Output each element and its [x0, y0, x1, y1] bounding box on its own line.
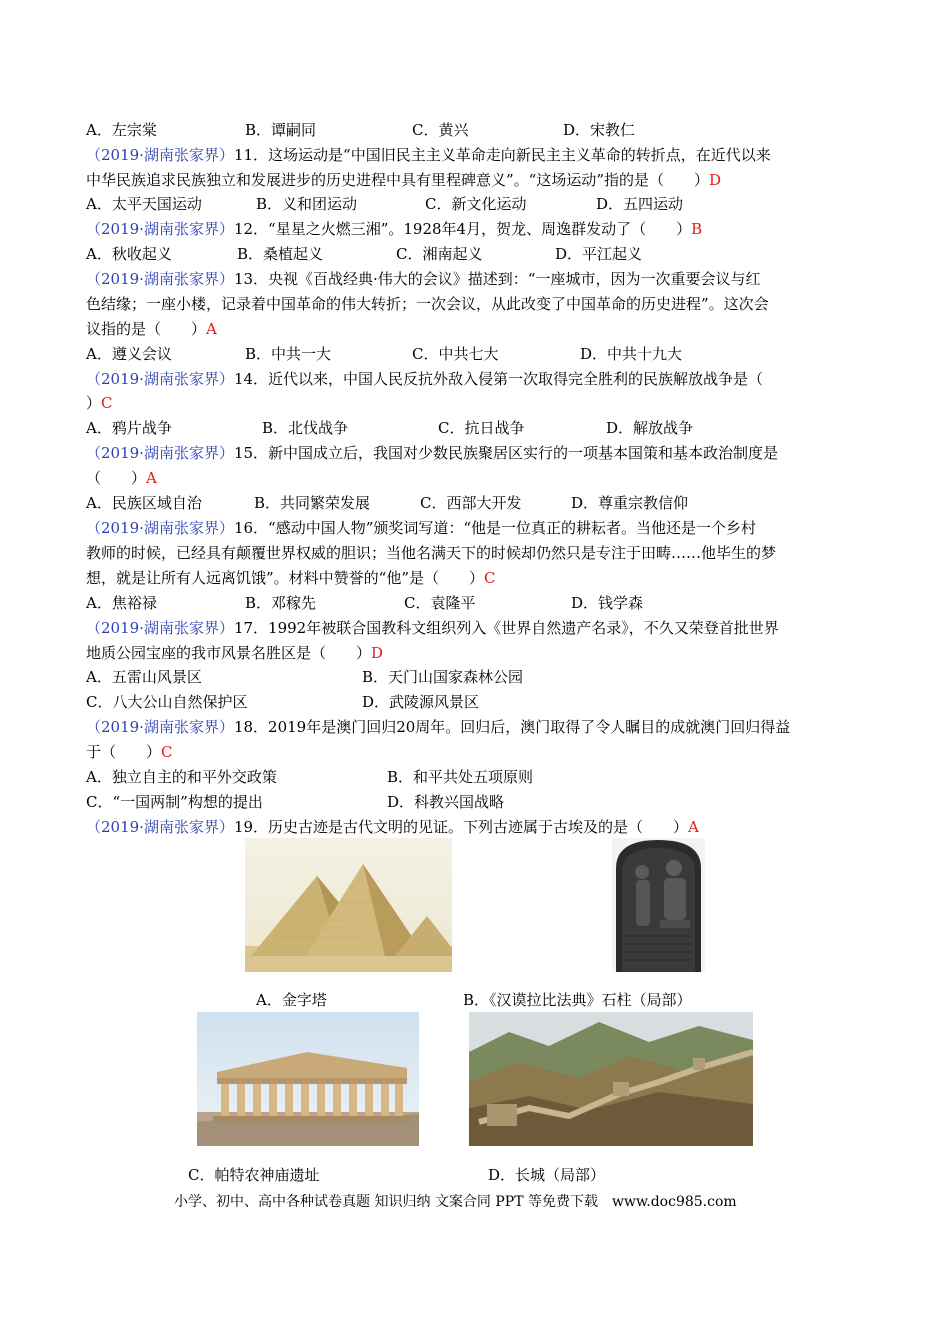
- q11-option-d: D．五四运动: [596, 195, 684, 213]
- q12-text-1: 12．“星星之火燃三湘”。1928年4月，贺龙、周逸群发动了（ ）: [233, 220, 692, 238]
- q17-option-b: B．天门山国家森林公园: [362, 668, 524, 686]
- q14-text-2: ）: [86, 394, 102, 412]
- q11-answer: D: [709, 171, 722, 189]
- q19-option-d: D．长城（局部）: [488, 1166, 606, 1184]
- q18-option-a: A．独立自主的和平外交政策: [86, 768, 277, 786]
- q17-option-d: D．武陵源风景区: [362, 693, 480, 711]
- q17-line-1: [86, 618, 779, 638]
- q11-text-2: 中华民族追求民族独立和发展进步的历史进程中具有里程碑意义”。“这场运动”指的是（ ）: [86, 171, 710, 189]
- q11-line-2: [86, 170, 721, 190]
- q15-source: （2019·湖南张家界）: [86, 444, 234, 462]
- q15-option-d: D．尊重宗教信仰: [571, 494, 689, 512]
- q11-text-1: 11．这场运动是“中国旧民主主义革命走向新民主主义革命的转折点，在近代以来: [233, 146, 771, 164]
- q16-text-2: 教师的时候，已经具有颠覆世界权威的胆识；当他名满天下的时候却仍然只是专注于田畴……他毕生的梦: [86, 544, 777, 562]
- q14-text-1: 14．近代以来，中国人民反抗外敌入侵第一次取得完全胜利的民族解放战争是（: [233, 370, 764, 388]
- q16-line-3: [86, 568, 496, 588]
- q15-answer: A: [146, 469, 157, 487]
- q14-line-1: [86, 369, 763, 389]
- q15-option-a: A．民族区域自治: [86, 494, 202, 512]
- q17-option-a: A．五雷山风景区: [86, 668, 202, 686]
- q16-text-3: 想，就是让所有人远离饥饿”。材料中赞誉的“他”是（ ）: [86, 569, 485, 587]
- q18-text-2: 于（ ）: [86, 743, 162, 761]
- q18-option-c: C．“一国两制”构想的提出: [86, 793, 263, 811]
- q12-option-d: D．平江起义: [555, 245, 643, 263]
- q15-line-2: [86, 468, 157, 488]
- q19-source: （2019·湖南张家界）: [86, 818, 234, 836]
- q10-option-b: B．谭嗣同: [245, 121, 317, 139]
- q14-option-a: A．鸦片战争: [86, 419, 172, 437]
- q17-option-c: C．八大公山自然保护区: [86, 693, 248, 711]
- q13-option-d: D．中共十九大: [580, 345, 683, 363]
- parthenon-image: [197, 1012, 419, 1146]
- q19-answer: A: [688, 818, 699, 836]
- great-wall-image: [469, 1012, 753, 1146]
- q13-line-3: [86, 319, 217, 339]
- q11-option-b: B．义和团运动: [256, 195, 358, 213]
- q13-text-2: 色结缘；一座小楼，记录着中国革命的伟大转折；一次会议，从此改变了中国革命的历史进程”。这次会: [86, 295, 769, 313]
- q16-text-1: 16．“感动中国人物”颁奖词写道：“他是一位真正的耕耘者。当他还是一个乡村: [233, 519, 757, 537]
- q10-option-d: D．宋教仁: [563, 121, 636, 139]
- q19-line-1: [86, 817, 699, 837]
- q14-source: （2019·湖南张家界）: [86, 370, 234, 388]
- q13-answer: A: [206, 320, 217, 338]
- q19-option-b: B．《汉谟拉比法典》石柱（局部）: [463, 991, 692, 1009]
- q15-text-1: 15．新中国成立后，我国对少数民族聚居区实行的一项基本国策和基本政治制度是: [233, 444, 779, 462]
- q18-option-d: D．科教兴国战略: [387, 793, 505, 811]
- q14-line-2: [86, 393, 113, 413]
- q13-option-c: C．中共七大: [412, 345, 499, 363]
- q12-option-c: C．湘南起义: [396, 245, 483, 263]
- q16-line-1: [86, 518, 756, 538]
- q16-line-2: [86, 543, 776, 563]
- q16-option-c: C．袁隆平: [404, 594, 476, 612]
- q14-option-c: C．抗日战争: [438, 419, 525, 437]
- q18-line-2: [86, 742, 173, 762]
- q12-line-1: [86, 219, 702, 239]
- q11-line-1: [86, 145, 771, 165]
- q17-line-2: [86, 643, 383, 663]
- q17-source: （2019·湖南张家界）: [86, 619, 234, 637]
- q15-option-b: B．共同繁荣发展: [254, 494, 371, 512]
- q12-source: （2019·湖南张家界）: [86, 220, 234, 238]
- q18-text-1: 18．2019年是澳门回归20周年。回归后，澳门取得了令人瞩目的成就澳门回归得益: [233, 718, 791, 736]
- q12-answer: B: [691, 220, 703, 238]
- q12-option-a: A．秋收起义: [86, 245, 172, 263]
- q17-answer: D: [371, 644, 384, 662]
- q13-source: （2019·湖南张家界）: [86, 270, 234, 288]
- q16-answer: C: [484, 569, 496, 587]
- pyramids-image: [245, 838, 452, 972]
- page-footer: 小学、初中、高中各种试卷真题 知识归纳 文案合同 PPT 等免费下载 www.doc985.com: [174, 1194, 737, 1210]
- q14-option-d: D．解放战争: [606, 419, 694, 437]
- q11-source: （2019·湖南张家界）: [86, 146, 234, 164]
- q19-option-a: A．金字塔: [256, 991, 327, 1009]
- q13-line-1: [86, 269, 760, 289]
- q19-option-c: C．帕特农神庙遗址: [188, 1166, 320, 1184]
- q16-option-a: A．焦裕禄: [86, 594, 157, 612]
- q16-source: （2019·湖南张家界）: [86, 519, 234, 537]
- q15-line-1: [86, 443, 778, 463]
- q19-text-1: 19．历史古迹是古代文明的见证。下列古迹属于古埃及的是（ ）: [233, 818, 689, 836]
- q17-text-1: 17．1992年被联合国教科文组织列入《世界自然遗产名录》，不久又荣登首批世界: [233, 619, 779, 637]
- q13-option-b: B．中共一大: [245, 345, 332, 363]
- q16-option-b: B．邓稼先: [245, 594, 317, 612]
- q16-option-d: D．钱学森: [571, 594, 644, 612]
- q18-option-b: B．和平共处五项原则: [387, 768, 534, 786]
- q18-source: （2019·湖南张家界）: [86, 718, 234, 736]
- q13-text-3: 议指的是（ ）: [86, 320, 207, 338]
- q13-line-2: [86, 294, 769, 314]
- q17-text-2: 地质公园宝座的我市风景名胜区是（ ）: [86, 644, 372, 662]
- q11-option-a: A．太平天国运动: [86, 195, 202, 213]
- q12-option-b: B．桑植起义: [237, 245, 324, 263]
- q14-option-b: B．北伐战争: [262, 419, 349, 437]
- q11-option-c: C．新文化运动: [425, 195, 527, 213]
- hammurabi-stele-image: [612, 838, 705, 972]
- q15-option-c: C．西部大开发: [420, 494, 522, 512]
- q18-line-1: [86, 717, 790, 737]
- q13-option-a: A．遵义会议: [86, 345, 172, 363]
- q14-answer: C: [101, 394, 113, 412]
- q15-text-2: （ ）: [86, 469, 147, 487]
- q10-option-a: A．左宗棠: [86, 121, 157, 139]
- q13-text-1: 13．央视《百战经典·伟大的会议》描述到：“一座城市，因为一次重要会议与红: [233, 270, 761, 288]
- q18-answer: C: [161, 743, 173, 761]
- q10-option-c: C．黄兴: [412, 121, 469, 139]
